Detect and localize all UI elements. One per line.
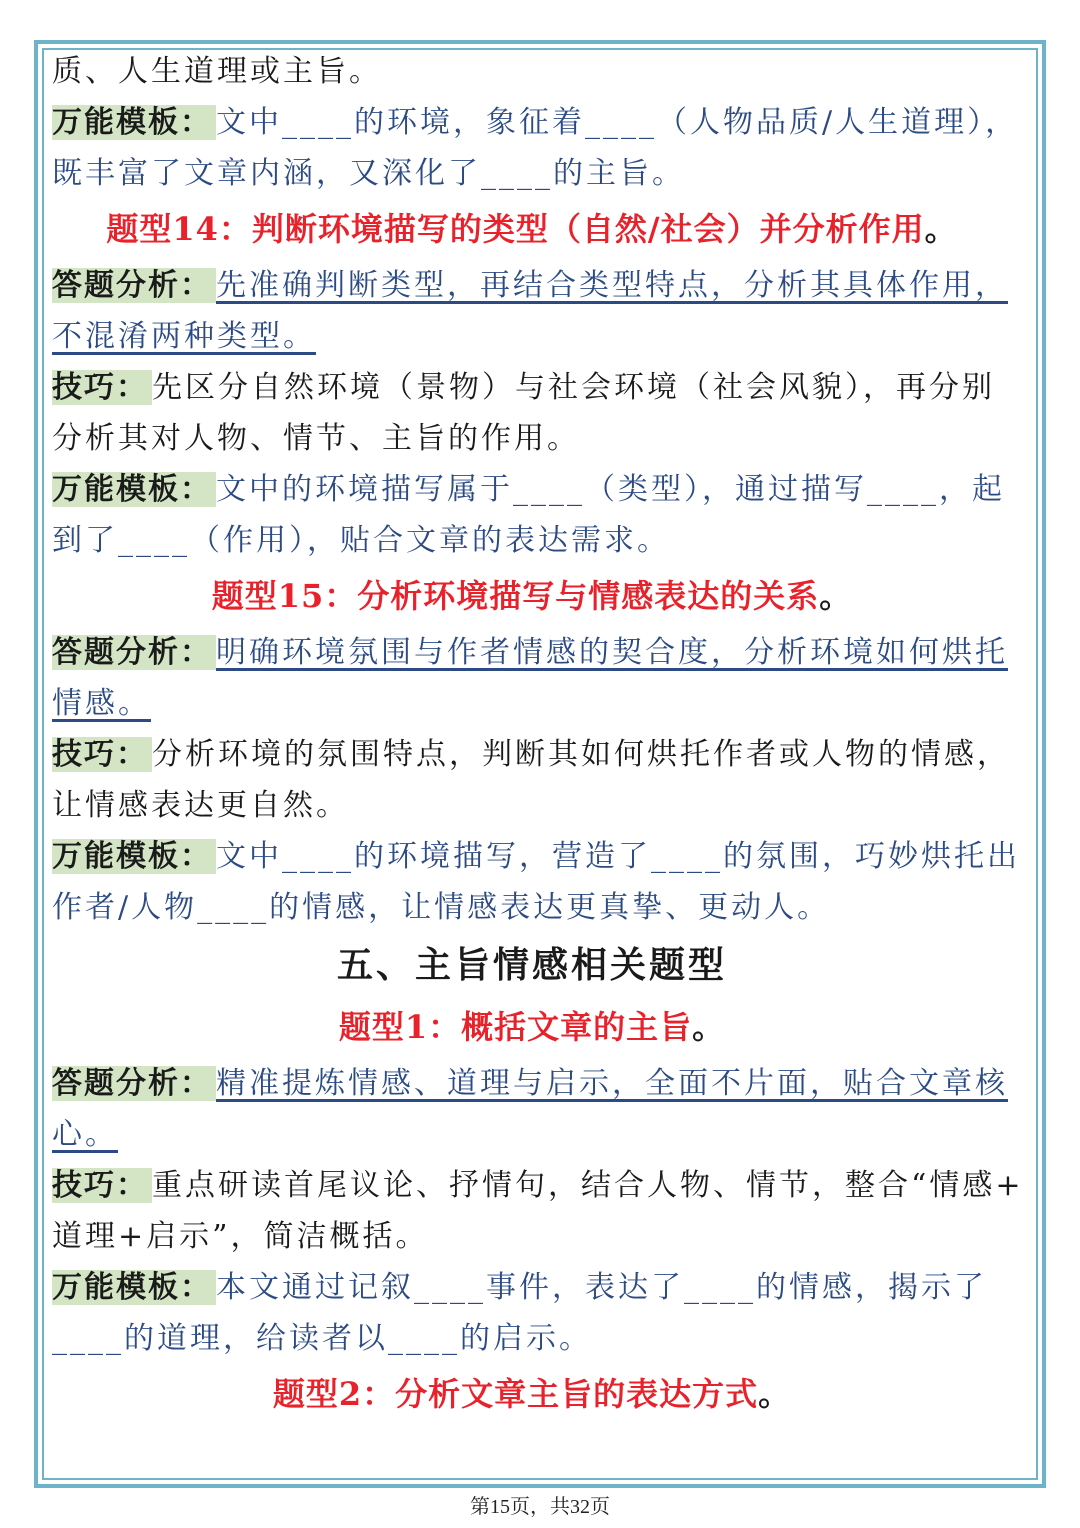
analysis-line: 心。	[52, 1117, 118, 1152]
question-type-1-heading: 题型1：概括文章的主旨。	[338, 1008, 726, 1046]
template-label: 万能模板：	[52, 1270, 216, 1305]
template-line: 到了____（作用），贴合文章的表达需求。	[52, 523, 670, 558]
template-line: ____的道理，给读者以____的启示。	[52, 1321, 592, 1356]
skill-line: 让情感表达更自然。	[52, 788, 349, 823]
question-type-15-heading: 题型15：分析环境描写与情感表达的关系。	[211, 577, 853, 615]
template-label: 万能模板：	[52, 839, 216, 874]
question-type-2-heading: 题型2：分析文章主旨的表达方式。	[272, 1375, 792, 1413]
analysis-line: 答题分析： 先准确判断类型，再结合类型特点，分析其具体作用，	[52, 268, 1008, 303]
skill-line: 技巧： 分析环境的氛围特点，判断其如何烘托作者或人物的情感，	[52, 737, 1010, 772]
analysis-line: 情感。	[52, 686, 151, 721]
skill-line: 技巧： 重点研读首尾议论、抒情句，结合人物、情节，整合“情感+	[52, 1168, 1024, 1203]
template-line: 万能模板： 文中____的环境，象征着____（人物品质/人生道理），	[52, 105, 1019, 140]
skill-label: 技巧：	[52, 370, 152, 405]
template-line: 既丰富了文章内涵，又深化了____的主旨。	[52, 156, 685, 191]
template-line: 万能模板： 本文通过记叙____事件，表达了____的情感，揭示了	[52, 1270, 987, 1305]
skill-label: 技巧：	[52, 1168, 152, 1203]
skill-line: 分析其对人物、情节、主旨的作用。	[52, 421, 580, 456]
template-line: 万能模板： 文中____的环境描写，营造了____的氛围，巧妙烘托出	[52, 839, 1020, 874]
analysis-line: 答题分析： 明确环境氛围与作者情感的契合度，分析环境如何烘托	[52, 635, 1008, 670]
analysis-line: 不混淆两种类型。	[52, 319, 316, 354]
skill-label: 技巧：	[52, 737, 152, 772]
skill-line: 技巧： 先区分自然环境（景物）与社会环境（社会风貌），再分别	[52, 370, 995, 405]
document-content	[52, 46, 1024, 1425]
analysis-line: 答题分析： 精准提炼情感、道理与启示，全面不片面，贴合文章核	[52, 1066, 1008, 1101]
analysis-label: 答题分析：	[52, 1066, 216, 1101]
analysis-label: 答题分析：	[52, 635, 216, 670]
question-type-14-heading: 题型14：判断环境描写的类型（自然/社会）并分析作用。	[106, 210, 958, 248]
template-line: 作者/人物____的情感，让情感表达更真挚、更动人。	[52, 890, 831, 925]
template-label: 万能模板：	[52, 472, 216, 507]
section-five-heading: 五、主旨情感相关题型	[336, 944, 727, 986]
analysis-label: 答题分析：	[52, 268, 216, 303]
page-number: 第15页，共32页	[470, 1496, 610, 1518]
template-label: 万能模板：	[52, 105, 216, 140]
template-line: 万能模板： 文中的环境描写属于____（类型），通过描写____，起	[52, 472, 1005, 507]
text-line: 质、人生道理或主旨。	[52, 54, 382, 89]
skill-line: 道理+启示”，简洁概括。	[52, 1219, 429, 1254]
